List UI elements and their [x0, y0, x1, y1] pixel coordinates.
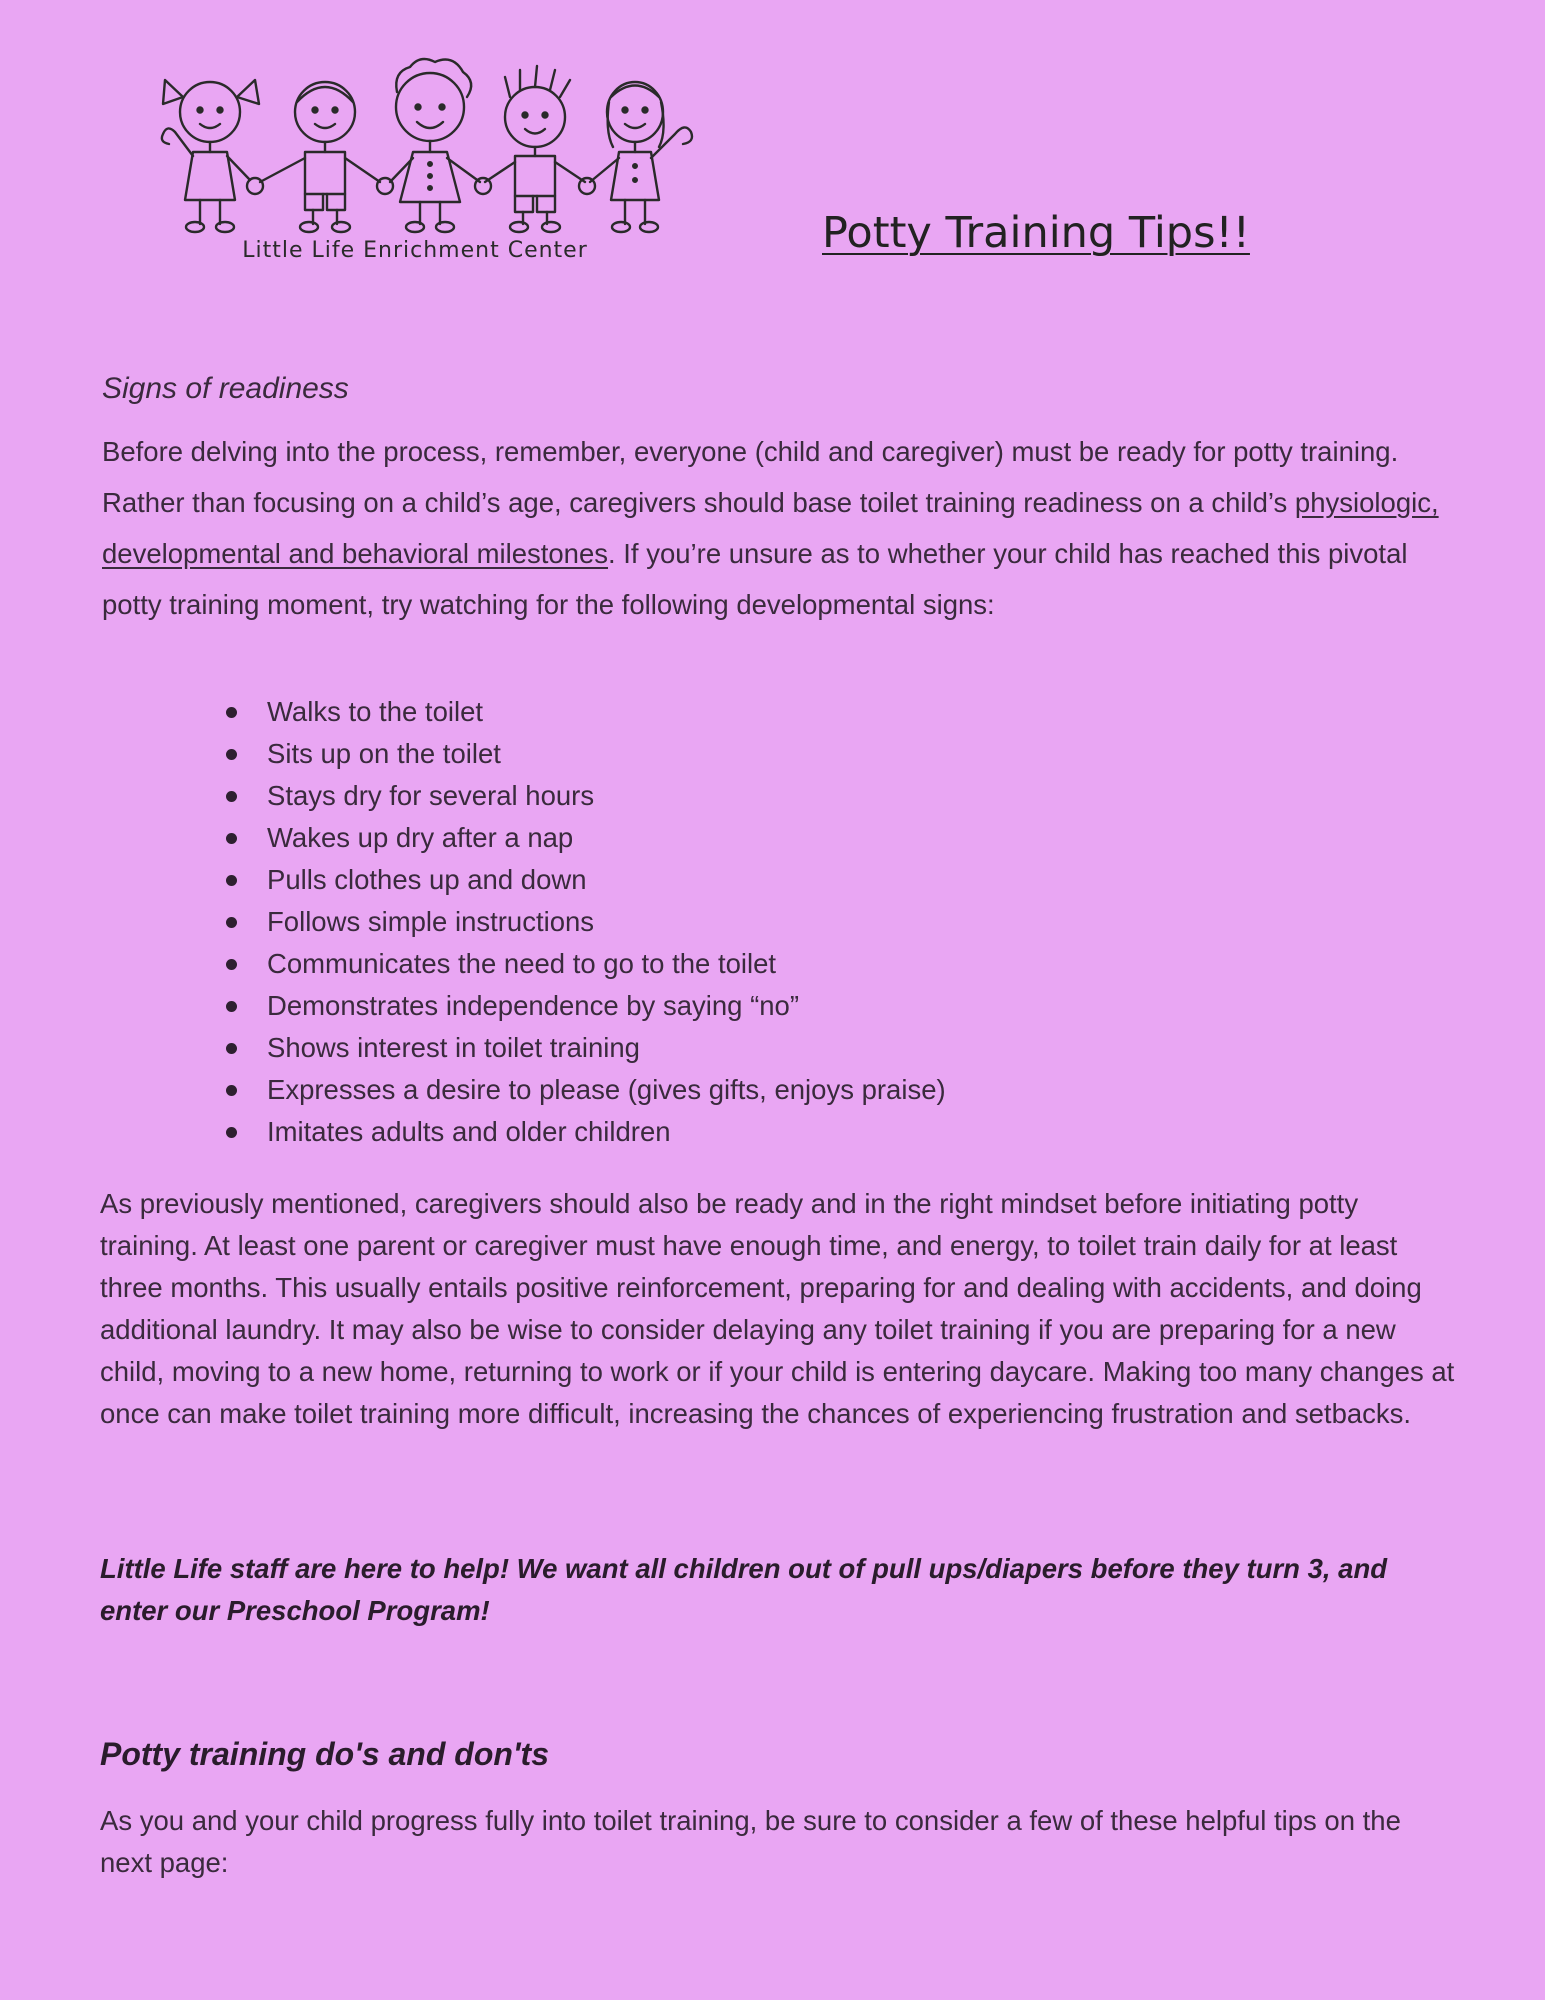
center-logo: [135, 52, 705, 282]
signs-of-readiness-heading: Signs of readiness: [102, 372, 349, 405]
intro-text-after-link: . If you’re unsure as to whether your child has reached this pivotal potty training moment, try watching for the following developmental signs:: [102, 538, 1408, 620]
list-item: [222, 1027, 946, 1069]
list-item: [222, 817, 946, 859]
list-item-text: Wakes up dry after a nap: [267, 822, 574, 853]
list-item: [222, 733, 946, 775]
bullet-icon: [226, 707, 237, 718]
list-item: [222, 691, 946, 733]
caregiver-readiness-paragraph: As previously mentioned, caregivers should also be ready and in the right mindset before initiating potty training. At least one parent or caregiver must have enough time, and energy, to toilet train daily for at least three months. This usually entails positive reinforcement, preparing for and dealing with accidents, and doing additional laundry. It may also be wise to consider delaying any toilet training if you are preparing for a new child, moving to a new home, returning to work or if your child is entering daycare. Making too many changes at once can make toilet training more difficult, increasing the chances of experiencing frustration and setbacks.: [100, 1188, 1455, 1429]
list-item-text: Shows interest in toilet training: [267, 1032, 640, 1063]
page-title: Potty Training Tips!!: [822, 208, 1250, 258]
list-item: [222, 775, 946, 817]
list-item-text: Stays dry for several hours: [267, 780, 595, 811]
dos-and-donts-paragraph: As you and your child progress fully into toilet training, be sure to consider a few of these helpful tips on the next page:: [100, 1805, 1401, 1878]
bullet-icon: [226, 917, 237, 928]
bullet-icon: [226, 1043, 237, 1054]
bullet-icon: [226, 959, 237, 970]
list-item: [222, 943, 946, 985]
bullet-icon: [226, 833, 237, 844]
milestones-link[interactable]: physiologic, developmental and behavioral milestones: [102, 487, 1439, 569]
bullet-icon: [226, 791, 237, 802]
bullet-icon: [226, 1127, 237, 1138]
list-item-text: Pulls clothes up and down: [267, 864, 587, 895]
list-item: [222, 1069, 946, 1111]
logo-caption: Little Life Enrichment Center: [242, 238, 588, 263]
list-item: [222, 859, 946, 901]
list-item-text: Follows simple instructions: [267, 906, 595, 937]
dos-and-donts-heading: Potty training do's and don'ts: [100, 1736, 549, 1772]
intro-paragraph: [102, 426, 1452, 630]
list-item-text: Demonstrates independence by saying “no”: [267, 990, 799, 1021]
list-item-text: Sits up on the toilet: [267, 738, 501, 769]
list-item-text: Walks to the toilet: [267, 696, 484, 727]
bullet-icon: [226, 1085, 237, 1096]
list-item-text: Expresses a desire to please (gives gifts, enjoys praise): [267, 1074, 946, 1105]
readiness-signs-list: [222, 691, 946, 1153]
children-holding-hands-icon: [135, 52, 705, 242]
intro-text-before-link: Before delving into the process, remember, everyone (child and caregiver) must be ready for potty training. Rather than focusing on a child’s age, caregivers should base toilet training readiness on a child’s: [102, 436, 1399, 518]
bullet-icon: [226, 1001, 237, 1012]
bullet-icon: [226, 749, 237, 760]
list-item: [222, 901, 946, 943]
list-item: [222, 1111, 946, 1153]
list-item-text: Imitates adults and older children: [267, 1116, 671, 1147]
staff-help-callout: Little Life staff are here to help! We want all children out of pull ups/diapers before they turn 3, and enter our Preschool Program!: [100, 1553, 1388, 1626]
list-item: [222, 985, 946, 1027]
bullet-icon: [226, 875, 237, 886]
list-item-text: Communicates the need to go to the toilet: [267, 948, 777, 979]
